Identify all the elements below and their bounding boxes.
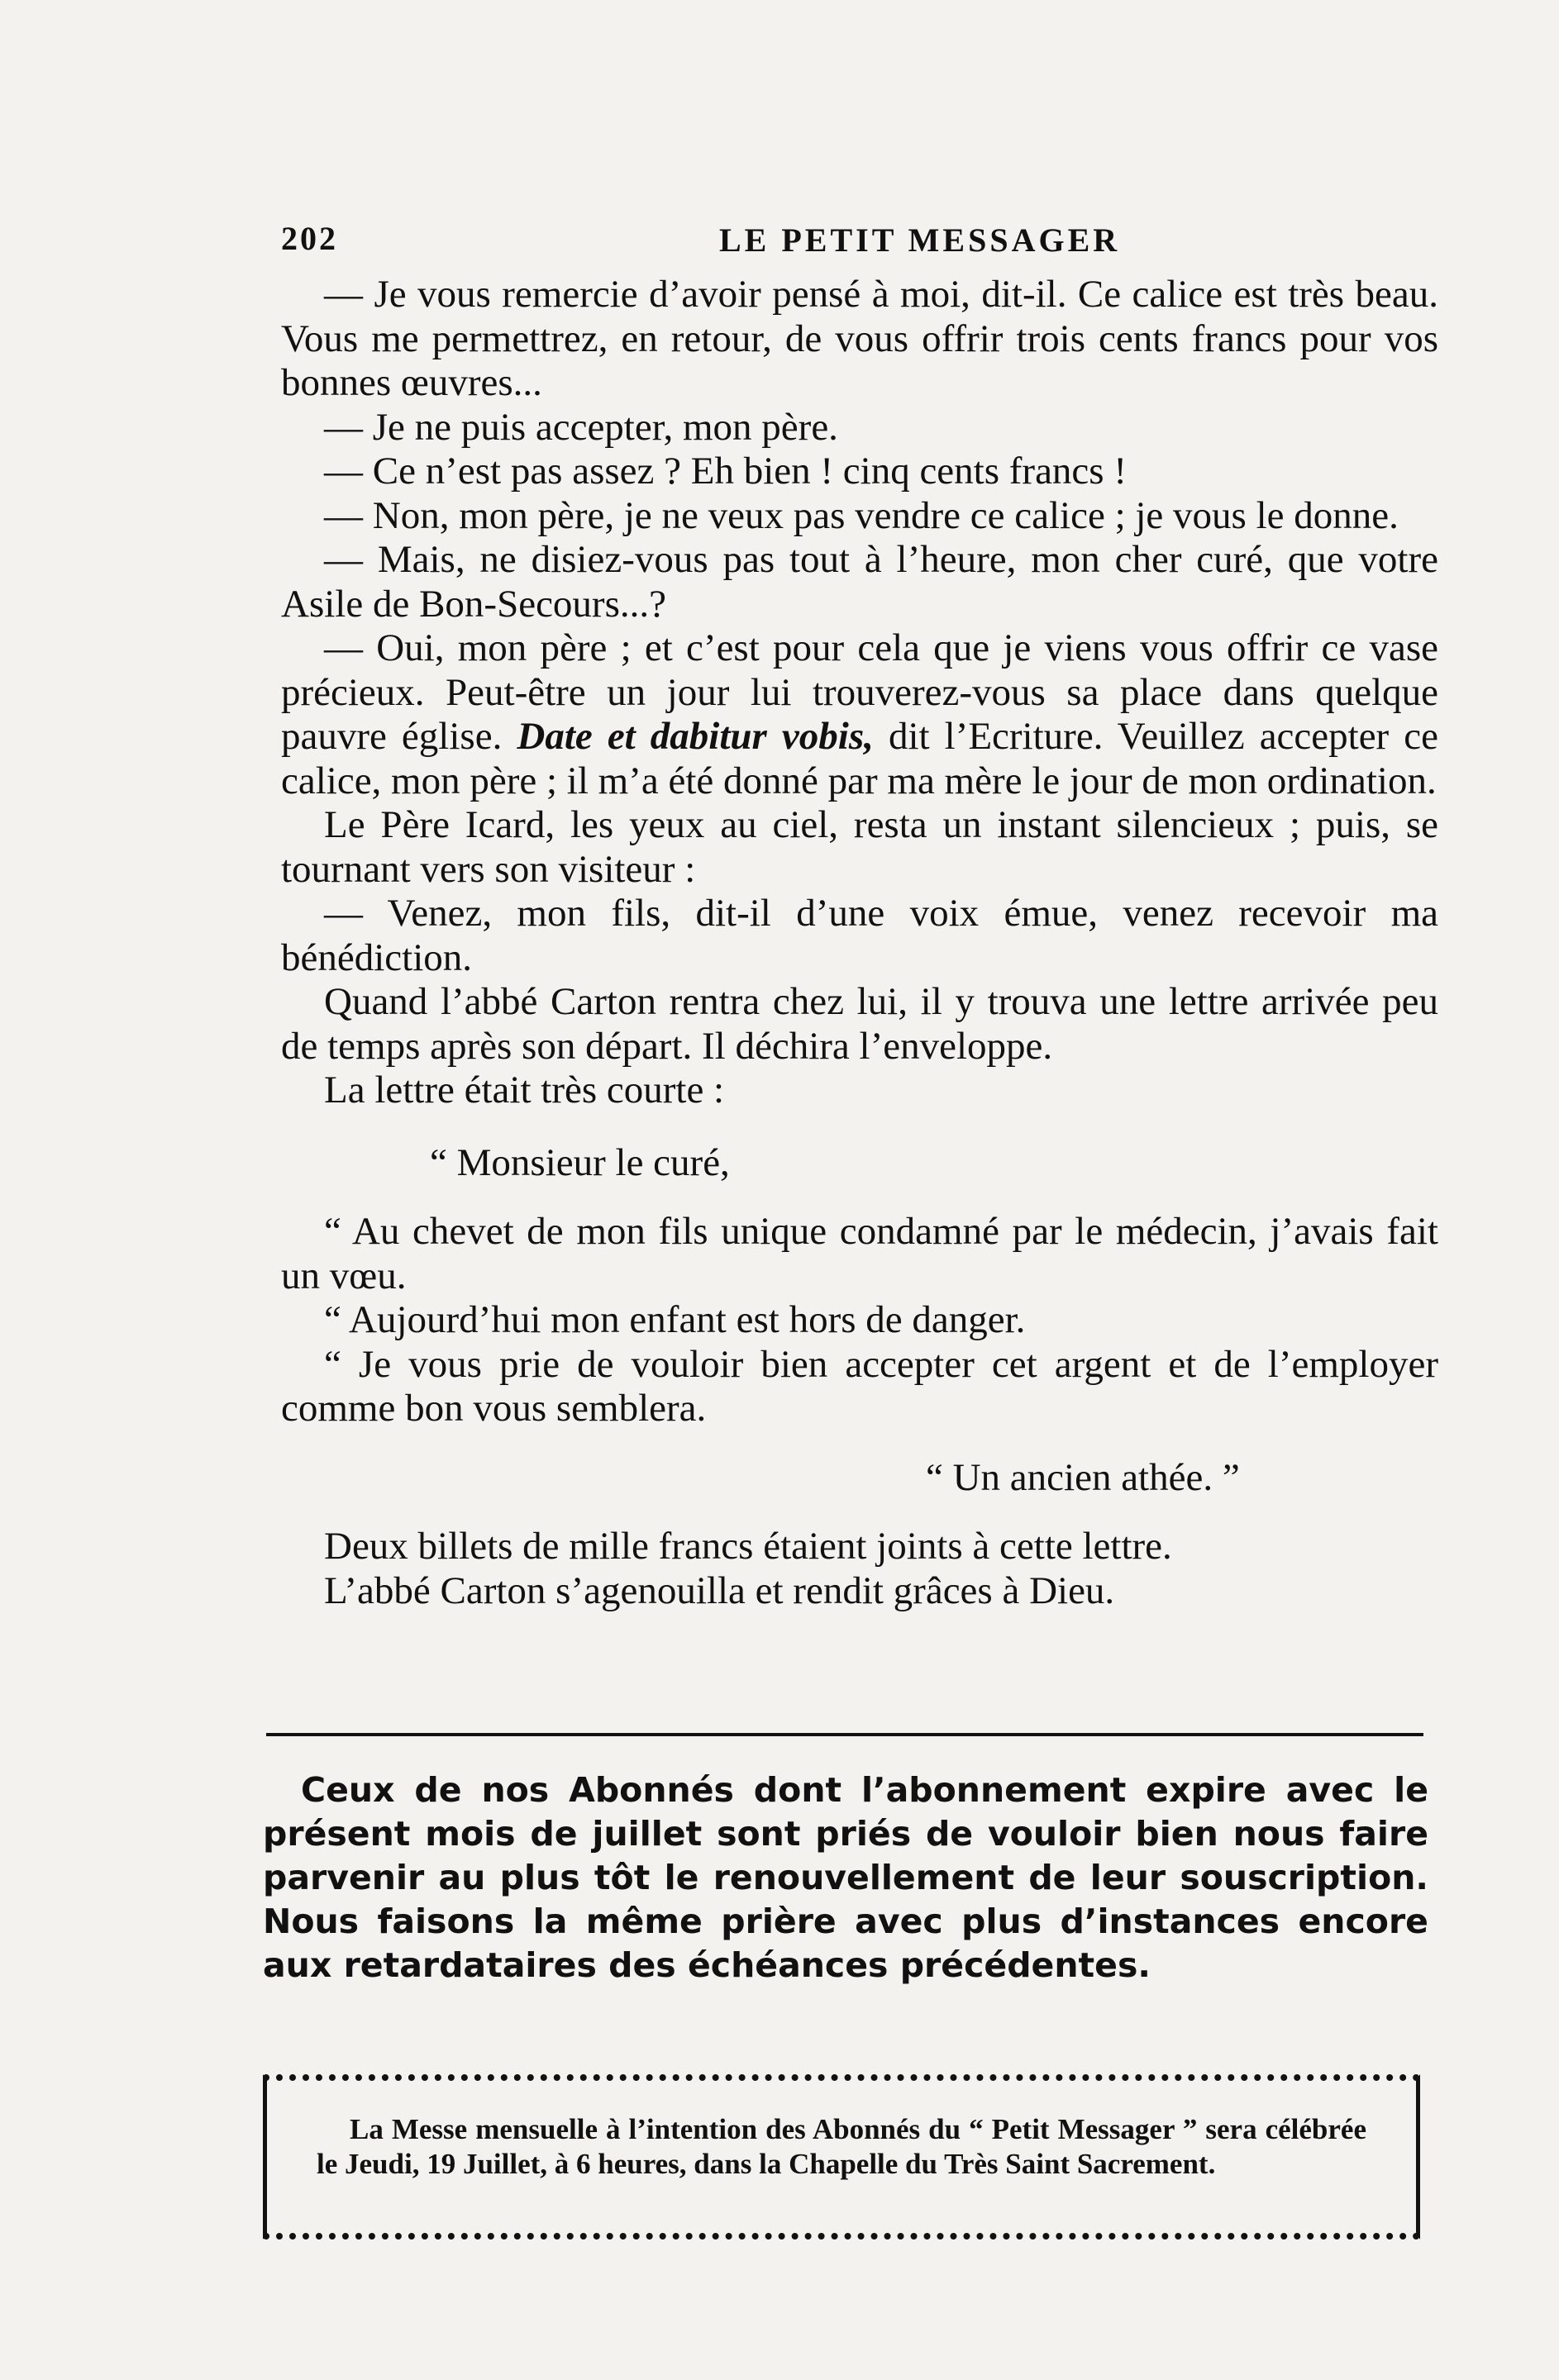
letter-signature: “ Un ancien athée. ”: [926, 1455, 1240, 1499]
paragraph: — Venez, mon fils, dit-il d’une voix émue, venez recevoir ma bénédiction.: [281, 892, 1438, 979]
text-run: dit l’Ecriture. Veuillez accepter ce calice, mon père ; il m’a été donné par ma mère le jour de mon ordination.: [281, 715, 1438, 802]
paragraph: L’abbé Carton s’agenouilla et rendit grâces à Dieu.: [324, 1568, 1115, 1612]
running-title: LE PETIT MESSAGER: [719, 221, 1121, 259]
mass-notice-text: La Messe mensuelle à l’intention des Abonnés du “ Petit Messager ” sera célébrée le Jeudi, 19 Juillet, à 6 heures, dans la Chapelle du Très Saint Sacrement.: [317, 2113, 1366, 2180]
letter-line: “ Au chevet de mon fils unique condamné par le médecin, j’avais fait un vœu.: [281, 1210, 1438, 1297]
latin-quote: Date et dabitur vobis,: [517, 715, 874, 758]
paragraph: — Ce n’est pas assez ? Eh bien ! cinq cents francs !: [324, 450, 1127, 493]
paragraph: La lettre était très courte :: [324, 1069, 725, 1111]
letter-line: “ Je vous prie de vouloir bien accepter cet argent et de l’employer comme bon vous semblera.: [281, 1342, 1438, 1430]
letter-line: “ Aujourd’hui mon enfant est hors de danger.: [324, 1298, 1026, 1341]
paragraph: Deux billets de mille francs étaient joints à cette lettre.: [324, 1525, 1172, 1568]
main-text: [281, 273, 1438, 1613]
paragraph: Quand l’abbé Carton rentra chez lui, il y trouva une lettre arrivée peu de temps après son départ. Il déchira l’enveloppe.: [281, 980, 1438, 1068]
paragraph-with-quote: [281, 626, 1438, 803]
letter-salutation: “ Monsieur le curé,: [430, 1140, 730, 1184]
divider-rule: [266, 1733, 1423, 1736]
paragraph: — Non, mon père, je ne veux pas vendre ce calice ; je vous le donne.: [324, 493, 1399, 537]
page-number: 202: [281, 220, 338, 257]
text-run: — Oui, mon père ; et c’est pour cela que je viens vous offrir ce vase précieux. Peut-être un jour lui trouverez-vous sa place dans quelque pauvre église.: [281, 626, 1438, 758]
page-header: [281, 219, 1438, 269]
subscription-notice: [263, 1768, 1428, 1987]
paragraph: — Je ne puis accepter, mon père.: [324, 405, 838, 449]
notice-text: Ceux de nos Abonnés dont l’abonnement expire avec le présent mois de juillet sont priés de vouloir bien nous faire parvenir au plus tôt le renouvellement de leur souscription. Nous faisons la même prière avec plus d’instances encore aux retardataires des échéances précédentes.: [263, 1770, 1428, 1985]
paragraph: Le Père Icard, les yeux au ciel, resta un instant silencieux ; puis, se tournant vers son visiteur :: [281, 803, 1438, 891]
mass-notice-box: [263, 2074, 1420, 2240]
paragraph: — Mais, ne disiez-vous pas tout à l’heure, mon cher curé, que votre Asile de Bon-Secours...?: [281, 538, 1438, 626]
mass-notice: [317, 2112, 1366, 2182]
paragraph: — Je vous remercie d’avoir pensé à moi, dit-il. Ce calice est très beau. Vous me permettrez, en retour, de vous offrir trois cents francs pour vos bonnes œuvres...: [281, 273, 1438, 404]
